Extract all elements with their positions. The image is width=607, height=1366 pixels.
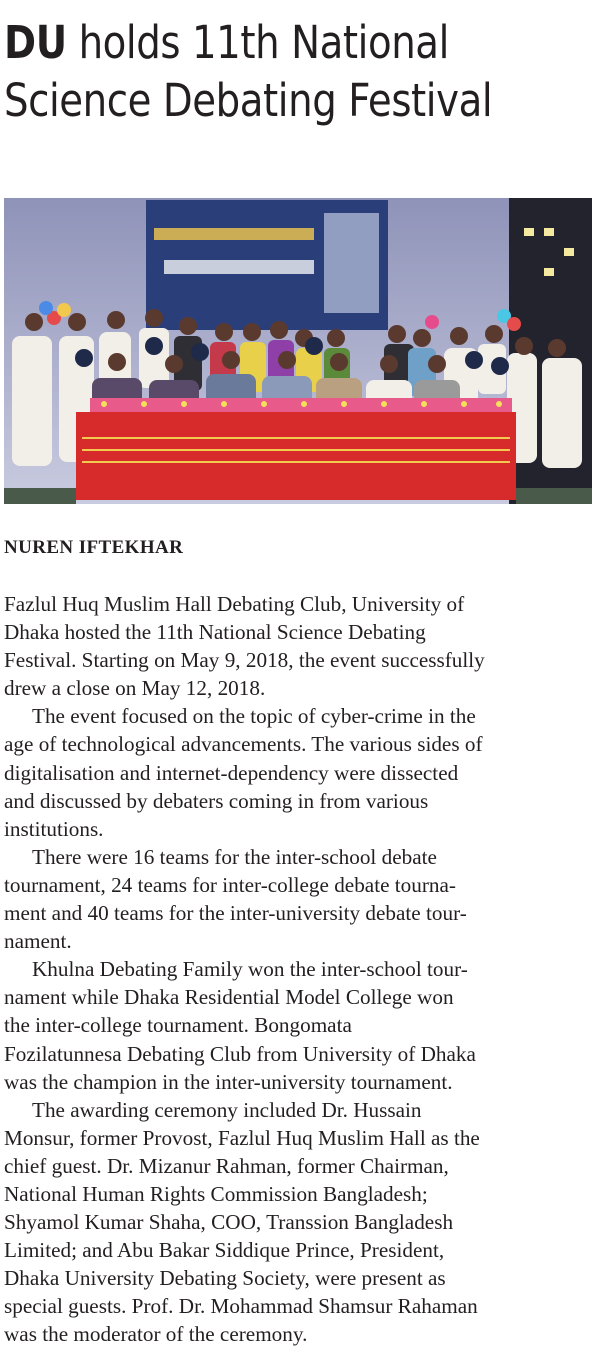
byline: NUREN IFTEKHAR [4, 537, 184, 558]
article-line: age of technological advancements. The various sides of [4, 732, 483, 757]
event-photo [4, 198, 592, 504]
article-line: was the champion in the inter-university tournament. [4, 1069, 453, 1094]
article-line: Monsur, former Provost, Fazlul Huq Muslim Hall as the [4, 1125, 480, 1150]
article-line: Fozilatunnesa Debating Club from University of Dhaka [4, 1041, 476, 1066]
article-line: special guests. Prof. Dr. Mohammad Shamsur Rahaman [4, 1294, 478, 1319]
article-line: nament while Dhaka Residential Model College won [4, 985, 454, 1010]
article-line: National Human Rights Commission Bangladesh; [4, 1181, 428, 1206]
article-line: There were 16 teams for the inter-school debate [32, 844, 437, 869]
article-line: Fazlul Huq Muslim Hall Debating Club, University of [4, 592, 465, 616]
article-line: drew a close on May 12, 2018. [4, 676, 266, 701]
article-line: The awarding ceremony included Dr. Hussain [32, 1097, 422, 1122]
headline [4, 14, 606, 130]
article-line: Dhaka hosted the 11th National Science Debating [4, 620, 426, 645]
article-line: and discussed by debaters coming in from various [4, 788, 429, 813]
article-line: digitalisation and internet-dependency were dissected [4, 760, 459, 785]
flower-garland [90, 398, 512, 412]
article-line: Shyamol Kumar Shaha, COO, Transsion Bangladesh [4, 1210, 454, 1235]
article-line: Dhaka University Debating Society, were present as [4, 1266, 446, 1291]
article-body [4, 590, 594, 1349]
headline-line-2: Science Debating Festival [4, 74, 493, 127]
headline-rest: holds 11th National [66, 16, 449, 69]
article-line: The event focused on the topic of cyber-crime in the [32, 704, 476, 729]
article-line: Festival. Starting on May 9, 2018, the event successfully [4, 648, 485, 673]
stage-table [76, 412, 516, 500]
event-photo-illustration [4, 198, 592, 504]
article-line: Khulna Debating Family won the inter-school tour- [32, 957, 468, 982]
article-line: chief guest. Dr. Mizanur Rahman, former Chairman, [4, 1153, 449, 1178]
article-line: nament. [4, 929, 72, 954]
article-line: was the moderator of the ceremony. [4, 1322, 308, 1347]
article-line: Limited; and Abu Bakar Siddique Prince, President, [4, 1238, 445, 1263]
article-line: institutions. [4, 816, 104, 841]
headline-bold: DU [4, 16, 67, 69]
headline-line-1 [4, 14, 606, 72]
article-line: tournament, 24 teams for inter-college debate tourna- [4, 872, 456, 897]
article-line: ment and 40 teams for the inter-university debate tour- [4, 901, 467, 926]
article-line: the inter-college tournament. Bongomata [4, 1013, 352, 1038]
